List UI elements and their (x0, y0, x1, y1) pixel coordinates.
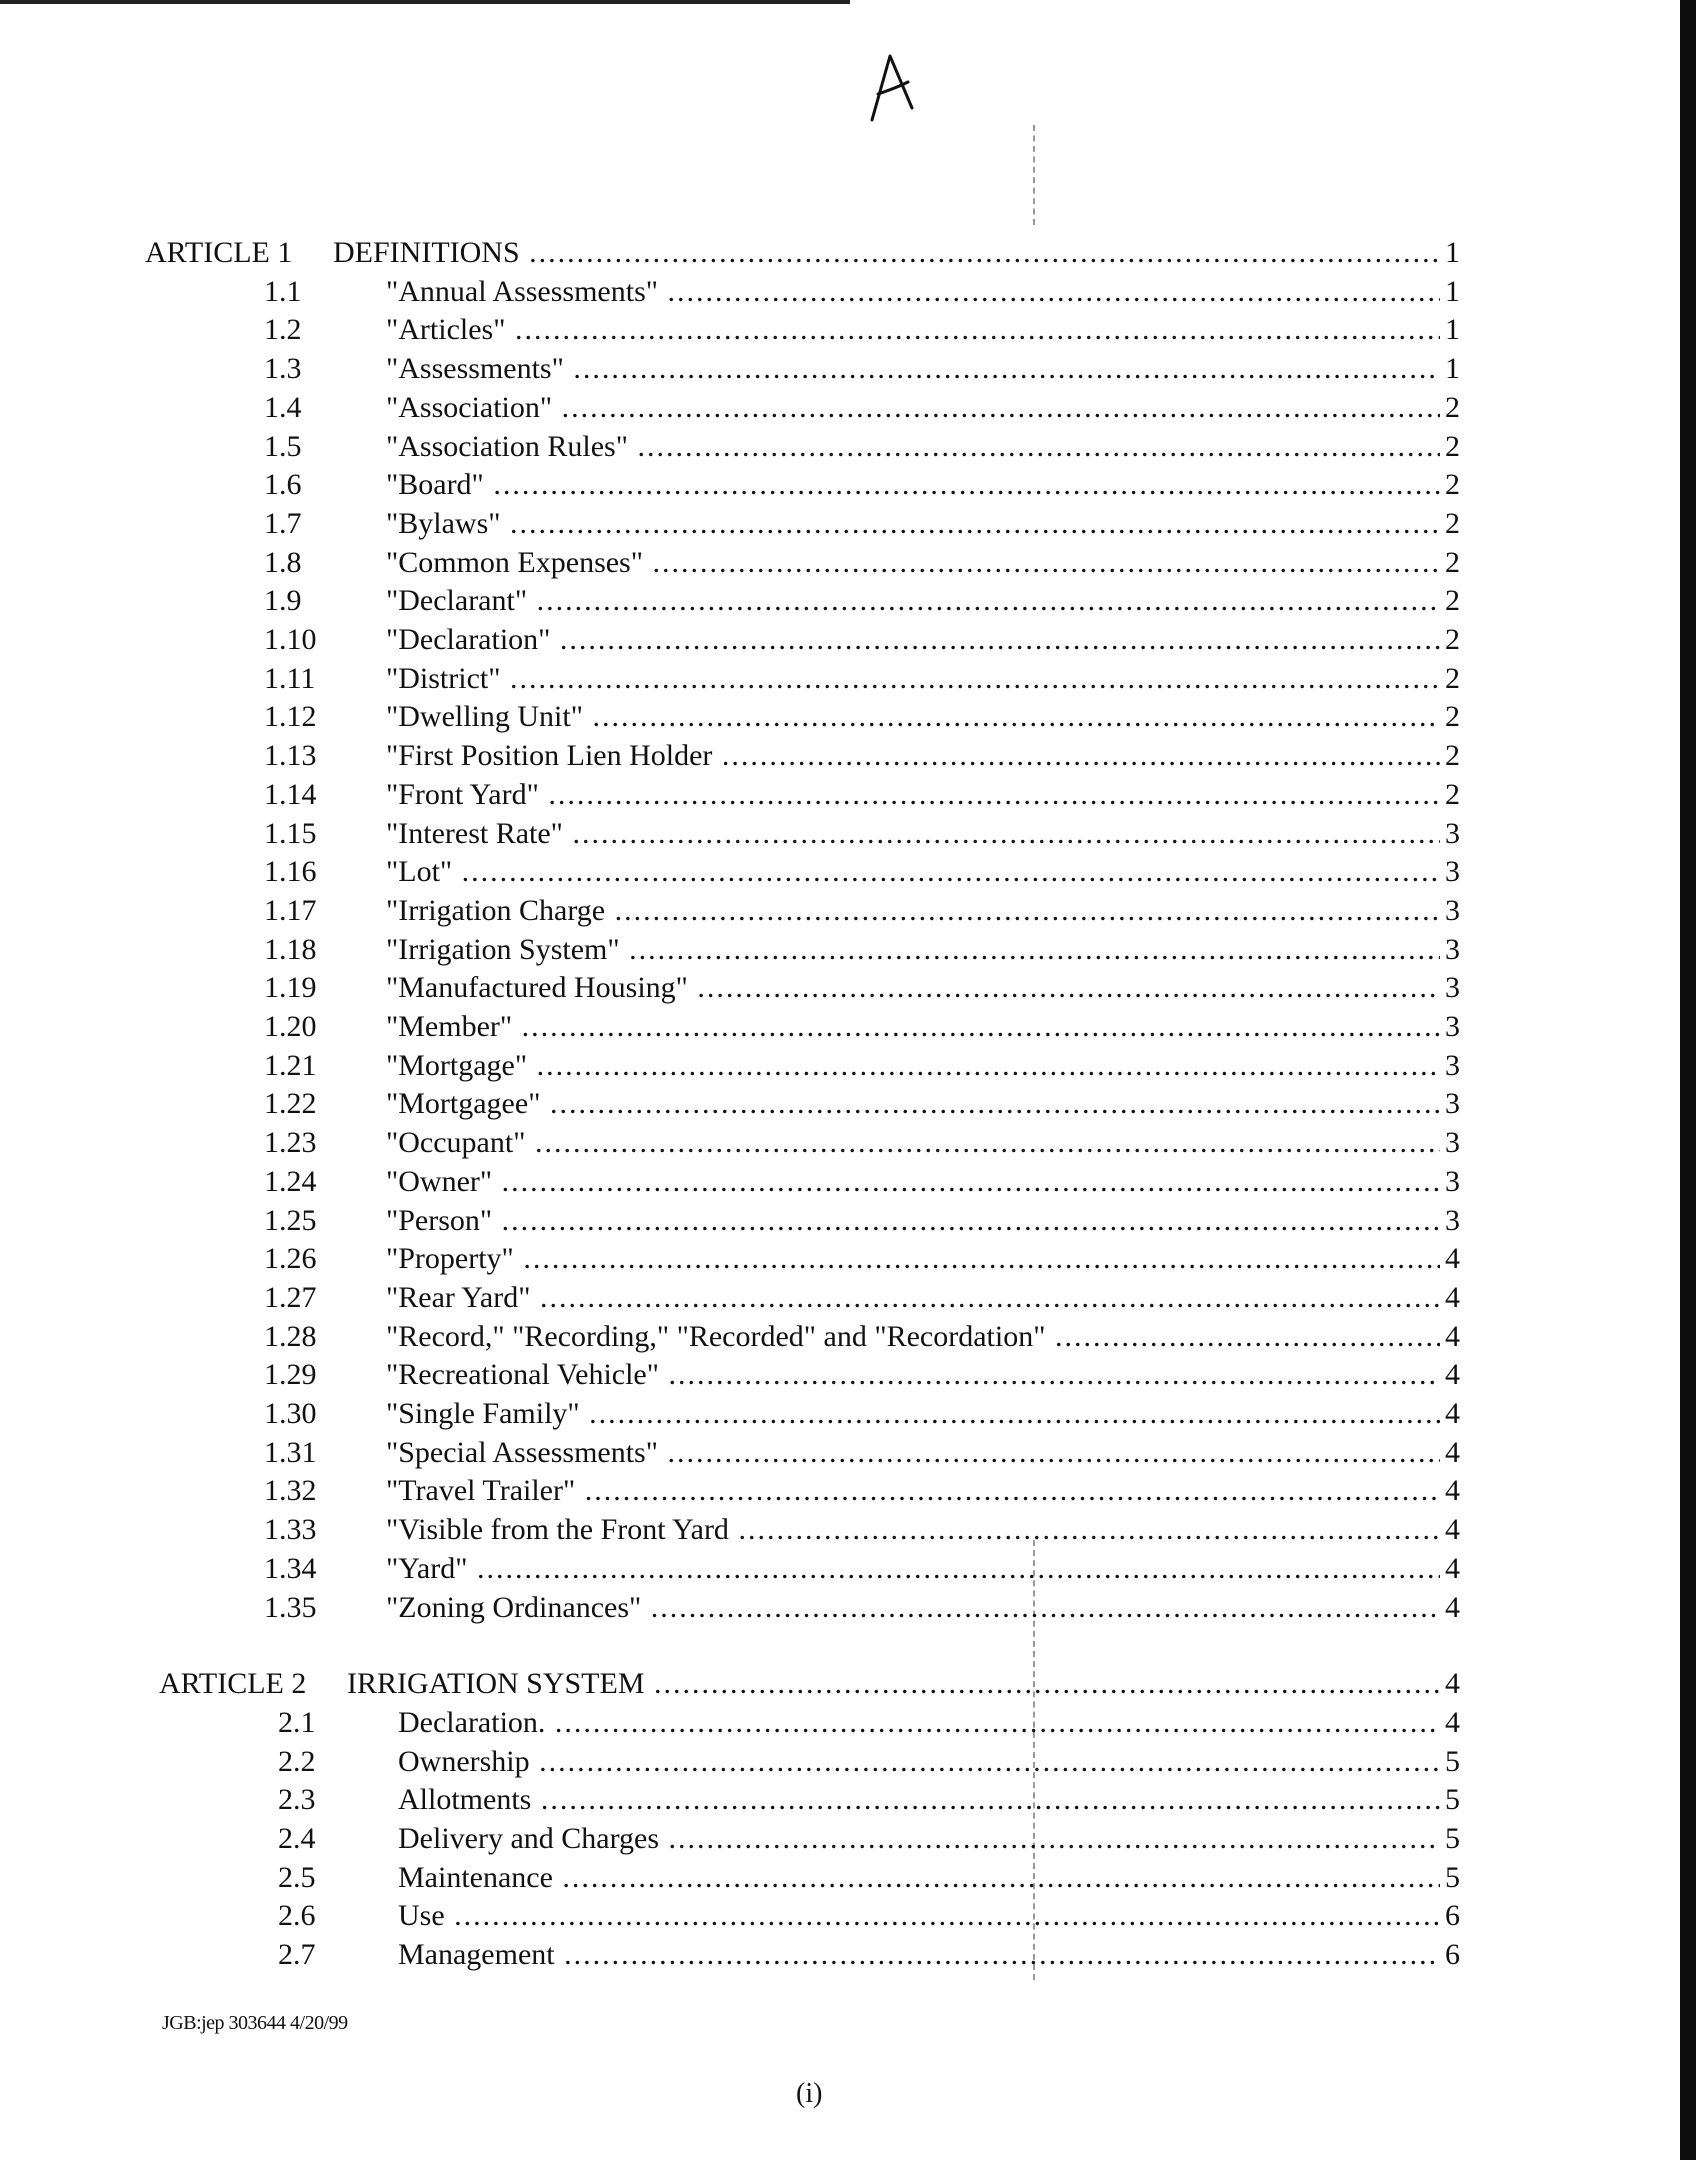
section-number: 2.4 (278, 1822, 316, 1855)
page-reference: 4 (1445, 1242, 1460, 1276)
toc-section-row (0, 815, 1696, 853)
section-title: "Person" ..... (386, 1202, 1440, 1240)
toc-section-row (0, 350, 1696, 388)
toc-section-row (0, 1589, 1696, 1627)
page-reference: 3 (1445, 1087, 1460, 1121)
section-number: 1.14 (264, 777, 317, 811)
page-reference: 3 (1445, 1203, 1460, 1237)
page-reference: 2 (1445, 468, 1460, 502)
section-title: "Rear Yard" ..... (386, 1279, 1440, 1317)
section-number: 1.29 (264, 1358, 317, 1392)
section-title: "Recreational Vehicle" ..... (386, 1356, 1440, 1394)
toc-section-row (0, 1008, 1696, 1046)
section-title: "Lot" ..... (386, 853, 1440, 891)
section-title: "Manufactured Housing" ..... (386, 969, 1440, 1007)
toc-section-row (0, 505, 1696, 543)
toc-section-row (0, 1356, 1696, 1394)
section-number: 1.18 (264, 932, 317, 966)
section-title: Declaration. ..... (398, 1704, 1440, 1742)
section-title: Ownership ..... (398, 1743, 1440, 1781)
section-number: 1.25 (264, 1203, 317, 1237)
page-reference: 4 (1445, 1667, 1460, 1701)
section-title: "Travel Trailer" ..... (386, 1472, 1440, 1510)
page-reference: 2 (1445, 739, 1460, 773)
section-title: "Yard" ..... (386, 1550, 1440, 1588)
section-number: 1.34 (264, 1551, 317, 1585)
section-title: "Common Expenses" ..... (386, 544, 1440, 582)
section-number: 1.26 (264, 1242, 317, 1276)
toc-section-row (0, 776, 1696, 814)
section-number: 2.2 (278, 1744, 316, 1778)
section-number: 1.17 (264, 893, 317, 927)
section-number: 2.5 (278, 1860, 316, 1894)
toc-section-row (0, 466, 1696, 504)
section-title: "First Position Lien Holder ..... (386, 737, 1440, 775)
toc-section-row (0, 1124, 1696, 1162)
toc-section-row (0, 1550, 1696, 1588)
section-title: Allotments ..... (398, 1781, 1440, 1819)
section-number: 1.22 (264, 1087, 317, 1121)
page-reference: 3 (1445, 1164, 1460, 1198)
section-number: 1.7 (264, 506, 302, 540)
section-title: "Mortgagee" ..... (386, 1085, 1440, 1123)
section-number: 1.2 (264, 313, 302, 347)
section-number: 1.11 (264, 661, 316, 695)
toc-section-row (0, 389, 1696, 427)
toc-section-row (0, 1820, 1696, 1858)
page-reference: 3 (1445, 1126, 1460, 1160)
toc-section-row (0, 582, 1696, 620)
section-number: 1.4 (264, 390, 302, 424)
page-reference: 4 (1445, 1358, 1460, 1392)
page-reference: 1 (1445, 352, 1460, 386)
section-number: 1.6 (264, 468, 302, 502)
toc-article-row (0, 234, 1696, 272)
article-label: ARTICLE 2 (159, 1667, 307, 1701)
section-number: 1.3 (264, 352, 302, 386)
page-reference: 2 (1445, 390, 1460, 424)
section-number: 1.31 (264, 1435, 317, 1469)
page-reference: 6 (1445, 1899, 1460, 1933)
section-title: "Record," "Recording," "Recorded" and "Recordation" ..... (386, 1318, 1440, 1356)
section-title: "Annual Assessments" ..... (386, 273, 1440, 311)
toc-section-row (0, 1936, 1696, 1974)
toc-section-row (0, 931, 1696, 969)
section-number: 1.21 (264, 1048, 317, 1082)
toc-section-row (0, 1859, 1696, 1897)
page-reference: 1 (1445, 274, 1460, 308)
toc-section-row (0, 1279, 1696, 1317)
section-title: "Association" ..... (386, 389, 1440, 427)
toc-section-row (0, 698, 1696, 736)
article-title: DEFINITIONS ..... (333, 234, 1440, 272)
toc-section-row (0, 892, 1696, 930)
toc-section-row (0, 1085, 1696, 1123)
toc-section-row (0, 1511, 1696, 1549)
section-title: "Association Rules" ..... (386, 428, 1440, 466)
toc-section-row (0, 969, 1696, 1007)
section-title: Management ..... (398, 1936, 1440, 1974)
page-reference: 4 (1445, 1397, 1460, 1430)
page-reference: 2 (1445, 661, 1460, 695)
section-number: 1.16 (264, 855, 317, 889)
section-number: 1.19 (264, 971, 317, 1005)
toc-section-row (0, 1163, 1696, 1201)
page-reference: 1 (1445, 313, 1460, 347)
section-number: 1.8 (264, 545, 302, 579)
section-title: "Declaration" ..... (386, 621, 1440, 659)
section-number: 2.6 (278, 1899, 316, 1933)
page-reference: 2 (1445, 777, 1460, 811)
page-reference: 1 (1445, 236, 1460, 269)
section-title: "Property" ..... (386, 1240, 1440, 1278)
scan-top-rule (0, 0, 850, 4)
toc-section-row (0, 428, 1696, 466)
toc-section-row (0, 737, 1696, 775)
section-number: 1.30 (264, 1397, 317, 1430)
section-number: 1.32 (264, 1474, 317, 1508)
section-number: 1.13 (264, 739, 317, 773)
section-title: "District" ..... (386, 660, 1440, 698)
section-number: 1.33 (264, 1513, 317, 1547)
article-title: IRRIGATION SYSTEM ..... (347, 1665, 1440, 1703)
handwritten-mark (860, 48, 930, 128)
section-number: 1.10 (264, 623, 317, 656)
toc-section-row (0, 1395, 1696, 1433)
section-number: 1.12 (264, 700, 317, 734)
section-title: "Bylaws" ..... (386, 505, 1440, 543)
document-code: JGB:jep 303644 4/20/99 (162, 2012, 348, 2034)
toc-section-row (0, 1897, 1696, 1935)
toc-section-row (0, 621, 1696, 659)
section-number: 1.15 (264, 816, 317, 850)
section-title: "Irrigation System" ..... (386, 931, 1440, 969)
section-title: "Board" ..... (386, 466, 1440, 504)
section-title: "Mortgage" ..... (386, 1047, 1440, 1085)
toc-section-row (0, 660, 1696, 698)
page-reference: 6 (1445, 1938, 1460, 1972)
section-title: Delivery and Charges ..... (398, 1820, 1440, 1858)
section-title: "Occupant" ..... (386, 1124, 1440, 1162)
section-title: "Declarant" ..... (386, 582, 1440, 620)
section-number: 1.9 (264, 584, 302, 618)
section-title: "Articles" ..... (386, 311, 1440, 349)
toc-article-row (0, 1665, 1696, 1703)
page-reference: 5 (1445, 1783, 1460, 1817)
toc-section-row (0, 1704, 1696, 1742)
page-reference: 4 (1445, 1319, 1460, 1353)
page-reference: 3 (1445, 1048, 1460, 1082)
toc-section-row (0, 273, 1696, 311)
page-reference: 4 (1445, 1474, 1460, 1508)
section-title: Use ..... (398, 1897, 1440, 1935)
toc-section-row (0, 853, 1696, 891)
scan-artifact-line (1033, 125, 1035, 225)
section-title: "Zoning Ordinances" ..... (386, 1589, 1440, 1627)
section-number: 1.23 (264, 1126, 317, 1160)
page-reference: 4 (1445, 1551, 1460, 1585)
page-reference: 3 (1445, 932, 1460, 966)
toc-section-row (0, 1240, 1696, 1278)
section-title: "Owner" ..... (386, 1163, 1440, 1201)
article-label: ARTICLE 1 (145, 236, 293, 269)
section-title: "Member" ..... (386, 1008, 1440, 1046)
section-title: "Dwelling Unit" ..... (386, 698, 1440, 736)
section-number: 2.3 (278, 1783, 316, 1817)
page-reference: 2 (1445, 700, 1460, 734)
section-number: 1.1 (264, 274, 302, 308)
toc-section-row (0, 311, 1696, 349)
section-title: Maintenance ..... (398, 1859, 1440, 1897)
page-reference: 2 (1445, 506, 1460, 540)
page-reference: 2 (1445, 545, 1460, 579)
page-reference: 5 (1445, 1822, 1460, 1855)
page-reference: 3 (1445, 816, 1460, 850)
section-title: "Visible from the Front Yard ..... (386, 1511, 1440, 1549)
page-reference: 3 (1445, 893, 1460, 927)
page-reference: 4 (1445, 1705, 1460, 1739)
toc-section-row (0, 1047, 1696, 1085)
section-title: "Assessments" ..... (386, 350, 1440, 388)
page-reference: 4 (1445, 1435, 1460, 1469)
toc-section-row (0, 1781, 1696, 1819)
section-title: "Single Family" ..... (386, 1395, 1440, 1433)
section-title: "Special Assessments" ..... (386, 1434, 1440, 1472)
page-reference: 2 (1445, 584, 1460, 618)
section-number: 1.20 (264, 1010, 317, 1043)
section-title: "Interest Rate" ..... (386, 815, 1440, 853)
page-reference: 5 (1445, 1860, 1460, 1894)
toc-section-row (0, 544, 1696, 582)
toc-section-row (0, 1318, 1696, 1356)
toc-section-row (0, 1434, 1696, 1472)
section-title: "Front Yard" ..... (386, 776, 1440, 814)
toc-section-row (0, 1743, 1696, 1781)
section-number: 1.27 (264, 1280, 317, 1314)
toc-section-row (0, 1472, 1696, 1510)
page-reference: 2 (1445, 623, 1460, 656)
section-number: 2.7 (278, 1938, 316, 1972)
section-title: "Irrigation Charge ..... (386, 892, 1440, 930)
page-reference: 4 (1445, 1513, 1460, 1547)
section-number: 1.28 (264, 1319, 317, 1353)
section-number: 1.35 (264, 1590, 317, 1624)
toc-section-row (0, 1202, 1696, 1240)
page-number: (i) (796, 2078, 823, 2109)
page-reference: 3 (1445, 855, 1460, 889)
section-number: 2.1 (278, 1705, 316, 1739)
page-reference: 3 (1445, 1010, 1460, 1043)
page-reference: 4 (1445, 1280, 1460, 1314)
page-reference: 2 (1445, 429, 1460, 463)
section-number: 1.5 (264, 429, 302, 463)
page-reference: 5 (1445, 1744, 1460, 1778)
page-reference: 4 (1445, 1590, 1460, 1624)
section-number: 1.24 (264, 1164, 317, 1198)
page-reference: 3 (1445, 971, 1460, 1005)
